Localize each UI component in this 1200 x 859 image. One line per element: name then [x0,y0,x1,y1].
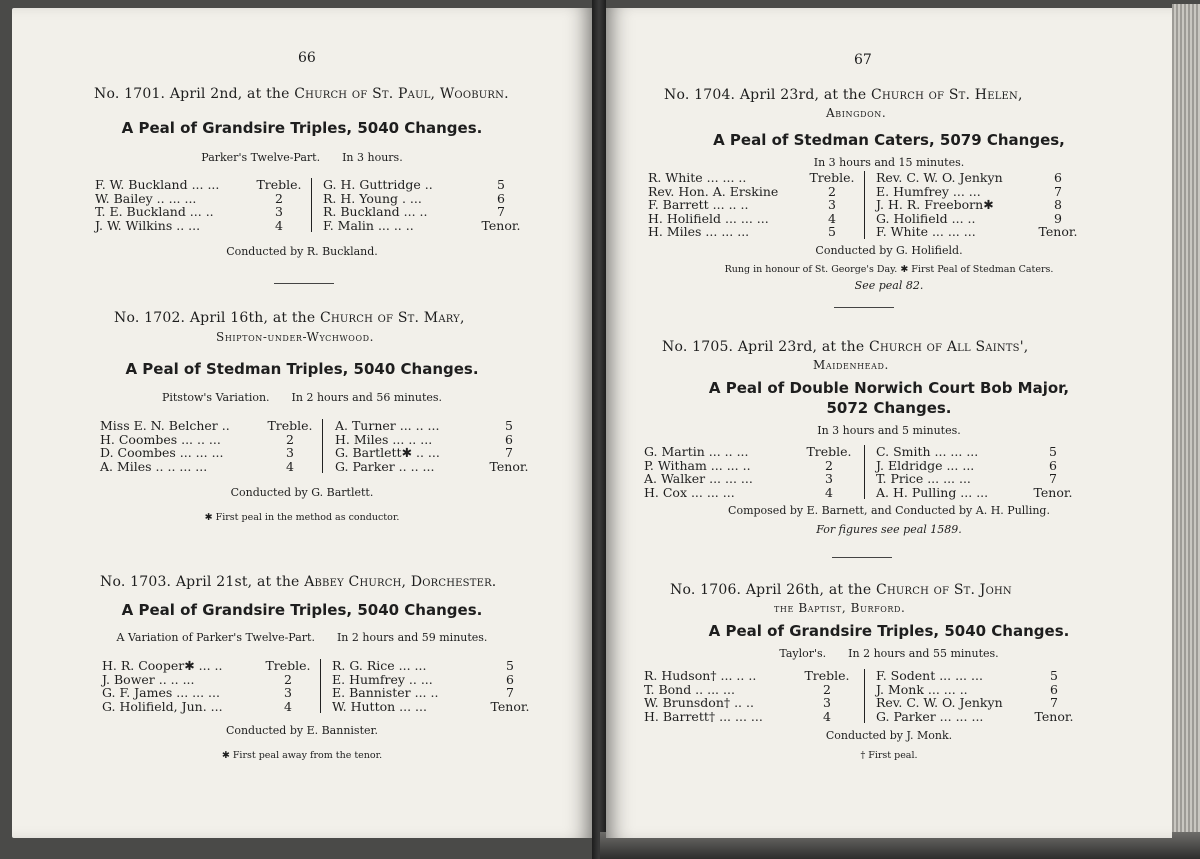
ringer-name: A. Turner ... .. ... [335,418,440,433]
ringer-row [332,659,532,673]
text-segment: Church of St. Helen, [871,87,1023,103]
ringer-row [876,225,1081,239]
bell-position: 2 [284,671,292,687]
bell-position: 5 [497,177,505,192]
ringer-row [644,696,858,710]
bell-position: 3 [275,204,283,219]
ringer-name: Rev. Hon. A. Erskine [648,183,779,199]
ringer-row [876,669,1086,683]
text-segment: A Variation of Parker's Twelve-Part. [116,631,315,644]
text-segment: Church of All Saints', [869,339,1029,355]
ringer-row [95,178,305,192]
peal-subtitle [12,391,592,404]
text-segment: Abbey Church, Dorchester. [304,574,497,590]
bell-position: 5 [1049,444,1057,459]
text-segment: Church of St. Paul, Wooburn. [294,86,509,102]
ringer-row [95,205,305,219]
page-number: 66 [298,50,316,66]
bell-position: 6 [505,431,513,447]
bell-position: 2 [275,190,283,206]
ringer-row [876,185,1081,199]
ringer-row [332,686,532,700]
column-divider [311,178,312,232]
text-segment: No. 1703. [100,574,172,590]
ringer-row [323,205,523,219]
text-segment: April 26th, [745,582,825,598]
ringer-name: J. W. Wilkins .. ... [95,217,201,233]
peal-title: A Peal of Grandsire Triples, 5040 Changes. [121,601,483,619]
peal-heading [664,87,1023,103]
column-divider [864,171,865,239]
bell-position: 7 [1050,695,1058,710]
ringers-table [102,658,530,719]
bell-position: 5 [1050,668,1058,683]
bell-position: 2 [825,457,833,473]
bell-position: 6 [1049,457,1057,473]
bell-position: 6 [1054,170,1062,185]
ringer-name: G. F. James ... ... ... [102,685,220,700]
ringer-name: G. Martin ... .. ... [644,444,749,459]
ringer-row [102,673,317,687]
ringer-row [876,683,1086,697]
bell-position: Tenor. [1033,484,1073,500]
ringer-row [876,212,1081,226]
ringer-row [332,700,532,714]
ringer-name: E. Humfrey ... ... [876,183,981,199]
text-segment: at the [247,86,290,102]
ringer-row [335,433,535,447]
peal-title: A Peal of Stedman Triples, 5040 Changes. [125,360,479,378]
peal-title-continued: 5072 Changes. [826,399,952,417]
ringer-row [335,446,535,460]
peal-heading-continued: the Baptist, Burford. [774,601,906,615]
ringer-name: A. H. Pulling ... ... [876,484,989,500]
ringer-row [876,171,1081,185]
peal-heading [114,310,465,326]
ringer-name: F. W. Buckland ... ... [95,177,220,192]
peal-title: A Peal of Double Norwich Court Bob Major, [708,379,1070,397]
bell-position: 3 [823,695,831,710]
ringer-row [648,185,860,199]
ringer-row [876,710,1086,724]
ringer-name: T. E. Buckland ... .. [95,204,214,219]
ringer-name: W. Bailey .. ... ... [95,190,197,206]
text-segment: Church of St. John [876,582,1012,598]
bell-position: 2 [823,681,831,697]
peal-heading [662,339,1028,355]
ringer-name: J. Eldridge ... ... [876,457,975,473]
book-gutter [592,0,606,859]
bell-position: 6 [497,190,505,206]
ringers-table [648,171,1078,241]
text-segment: at the [256,574,300,590]
footnote: † First peal. [860,750,918,761]
ringer-row [644,683,858,697]
ringer-row [100,433,315,447]
peal-heading-continued: Maidenhead. [813,358,889,372]
bell-position: 5 [828,224,836,239]
ringer-row [876,445,1086,459]
bell-position: 4 [825,484,833,500]
bell-position: 4 [286,458,294,474]
bell-position: Tenor. [481,217,521,233]
text-segment: at the [821,339,865,355]
text-segment: Church of St. Mary, [320,310,465,326]
footnote: ✱ First peal away from the tenor. [221,750,383,761]
ringer-name: H. R. Cooper✱ ... .. [102,658,223,673]
ringer-name: F. White ... ... ... [876,224,976,239]
ringer-row [876,459,1086,473]
ringer-row [102,659,317,673]
ringer-name: G. Parker ... ... ... [876,708,984,724]
ringers-table [644,445,1084,505]
conducted-by: Conducted by J. Monk. [825,729,953,742]
bell-position: Treble. [267,418,313,433]
column-divider [320,659,321,713]
left-page [12,8,592,838]
ringer-name: D. Coombes ... ... ... [100,445,224,460]
peal-subtitle [606,156,1172,169]
ringer-name: G. Holifield ... .. [876,210,976,226]
ringer-name: R. Buckland ... .. [323,204,428,219]
bell-position: 7 [505,445,513,460]
ringer-name: J. H. R. Freeborn✱ [876,197,994,212]
peal-subtitle [606,424,1172,437]
ringer-row [100,460,315,474]
bell-position: 4 [828,210,836,226]
text-segment: No. 1705. [662,339,734,355]
ringer-row [648,225,860,239]
bell-position: 8 [1054,197,1062,212]
ringers-table [100,419,530,479]
ringer-name: W. Brunsdon† .. .. [644,695,754,710]
bell-position: 9 [1054,210,1062,226]
conducted-by: Conducted by R. Buckland. [226,245,378,258]
page-number: 67 [854,52,872,68]
text-segment: In 2 hours and 55 minutes. [848,647,999,660]
ringer-name: J. Bower .. .. ... [102,671,195,687]
peal-reference: See peal 82. [854,279,924,292]
bell-position: 7 [1049,471,1057,486]
peal-title: A Peal of Grandsire Triples, 5040 Changes. [708,622,1070,640]
bell-position: Treble. [256,177,302,192]
ringer-name: G. Parker .. .. ... [335,458,435,474]
bell-position: Treble. [804,668,850,683]
ringer-name: G. H. Guttridge .. [323,177,433,192]
text-segment: In 2 hours and 59 minutes. [336,631,488,644]
ringer-row [102,686,317,700]
peal-subtitle [12,151,592,164]
column-divider [322,419,323,473]
footnote: Rung in honour of St. George's Day. ✱ First Peal of Stedman Caters. [724,264,1054,275]
text-segment: In 2 hours and 56 minutes. [291,391,443,404]
bell-position: 6 [1050,681,1058,697]
page-edges [1172,4,1200,844]
ringer-row [323,192,523,206]
ringer-name: G. Bartlett✱ .. ... [335,445,440,460]
peal-heading-continued: Shipton-under-Wychwood. [216,330,375,344]
ringer-row [95,219,305,233]
ringer-name: J. Monk ... ... .. [876,681,968,697]
separator-rule [274,283,334,284]
ringer-name: G. Holifield, Jun. ... [102,698,223,714]
ringer-row [876,472,1086,486]
ringer-row [332,673,532,687]
bell-position: Tenor. [489,458,529,474]
peal-title: A Peal of Grandsire Triples, 5040 Changes. [121,119,483,137]
ringer-name: R. G. Rice ... ... [332,658,427,673]
ringer-name: H. Holifield ... ... ... [648,210,769,226]
ringer-name: T. Price ... ... ... [876,471,971,486]
bell-position: Treble. [806,444,852,459]
ringer-name: H. Cox ... ... ... [644,484,735,500]
ringer-name: R. White ... ... .. [648,170,747,185]
ringer-name: Miss E. N. Belcher .. [100,418,230,433]
peal-heading [100,574,496,590]
ringer-row [335,419,535,433]
ringers-table [644,669,1084,729]
bell-position: 3 [284,685,292,700]
peal-subtitle [606,647,1172,660]
column-divider [864,445,865,499]
peal-title: A Peal of Stedman Caters, 5079 Changes, [713,131,1065,149]
ringer-name: R. Hudson† ... .. .. [644,668,757,683]
ringer-row [876,198,1081,212]
ringer-row [102,700,317,714]
text-segment: Pitstow's Variation. [161,391,270,404]
ringer-row [323,219,523,233]
peal-reference: For figures see peal 1589. [816,523,962,536]
ringer-name: H. Coombes ... .. ... [100,431,221,447]
ringer-name: H. Miles ... ... ... [648,224,750,239]
bell-position: 6 [506,671,514,687]
footnote: ✱ First peal in the method as conductor. [204,512,400,523]
ringer-row [648,171,860,185]
ringer-name: C. Smith ... ... ... [876,444,979,459]
ringer-row [95,192,305,206]
ringer-name: F. Sodent ... ... ... [876,668,983,683]
ringer-name: Rev. C. W. O. Jenkyn [876,695,1003,710]
bell-position: 4 [823,708,831,724]
bell-position: 7 [497,204,505,219]
ringer-name: A. Walker ... ... ... [644,471,753,486]
ringer-row [876,486,1086,500]
bell-position: 7 [506,685,514,700]
peal-subtitle [12,631,592,644]
text-segment: at the [828,582,872,598]
text-segment: No. 1704. [664,87,736,103]
bell-position: Treble. [265,658,311,673]
bell-position: 3 [828,197,836,212]
ringer-name: R. H. Young . ... [323,190,422,206]
ringer-name: H. Barrett† ... ... ... [644,708,763,724]
text-segment: In 3 hours. [342,151,403,164]
bell-position: Tenor. [1038,224,1078,239]
bell-position: 4 [275,217,283,233]
ringer-row [644,710,858,724]
peal-heading [670,582,1012,598]
conducted-by: Conducted by G. Holifield. [815,244,963,257]
ringer-row [100,446,315,460]
text-segment: Taylor's. [779,647,827,660]
peal-heading-continued: Abingdon. [826,106,887,120]
text-segment: at the [272,310,316,326]
bell-position: 2 [828,183,836,199]
ringer-row [644,669,858,683]
text-segment: In 3 hours and 5 minutes. [817,424,961,437]
ringer-row [644,459,858,473]
text-segment: No. 1706. [670,582,742,598]
text-segment: No. 1702. [114,310,186,326]
bell-position: 2 [286,431,294,447]
conducted-by: Composed by E. Barnett, and Conducted by A. H. Pulling. [728,504,1050,517]
ringer-name: F. Malin ... .. .. [323,217,414,233]
ringer-row [323,178,523,192]
ringer-name: W. Hutton ... ... [332,698,427,714]
text-segment: April 16th, [189,310,269,326]
text-segment: April 2nd, [169,86,243,102]
bell-position: Tenor. [490,698,530,714]
conducted-by: Conducted by E. Bannister. [225,724,379,737]
bell-position: 3 [286,445,294,460]
conducted-by: Conducted by G. Bartlett. [230,486,374,499]
ringer-name: H. Miles ... .. ... [335,431,433,447]
column-divider [864,669,865,723]
bell-position: 3 [825,471,833,486]
bell-position: 4 [284,698,292,714]
ringer-name: T. Bond .. ... ... [644,681,735,697]
bell-position: 5 [505,418,513,433]
bell-position: Tenor. [1034,708,1074,724]
ringer-name: E. Bannister ... .. [332,685,439,700]
peal-heading [94,86,509,102]
bell-position: Treble. [809,170,855,185]
ringer-row [100,419,315,433]
bell-position: 7 [1054,183,1062,199]
text-segment: April 21st, [175,574,253,590]
text-segment: April 23rd, [737,339,818,355]
ringer-row [644,472,858,486]
ringer-name: E. Humfrey .. ... [332,671,433,687]
ringer-row [876,696,1086,710]
ringer-row [648,212,860,226]
ringers-table [95,177,521,238]
separator-rule [834,307,894,308]
separator-rule [832,557,892,558]
ringer-row [644,486,858,500]
text-segment: at the [823,87,867,103]
bell-position: 5 [506,658,514,673]
ringer-name: F. Barrett ... .. .. [648,197,749,212]
ringer-name: Rev. C. W. O. Jenkyn [876,170,1003,185]
text-segment: April 23rd, [739,87,820,103]
ringer-name: P. Witham ... ... .. [644,457,751,473]
ringer-name: A. Miles .. .. ... ... [100,458,208,474]
ringer-row [644,445,858,459]
ringer-row [335,460,535,474]
ringer-row [648,198,860,212]
right-page [606,8,1172,838]
text-segment: In 3 hours and 15 minutes. [813,156,965,169]
text-segment: No. 1701. [94,86,166,102]
text-segment: Parker's Twelve-Part. [201,151,321,164]
